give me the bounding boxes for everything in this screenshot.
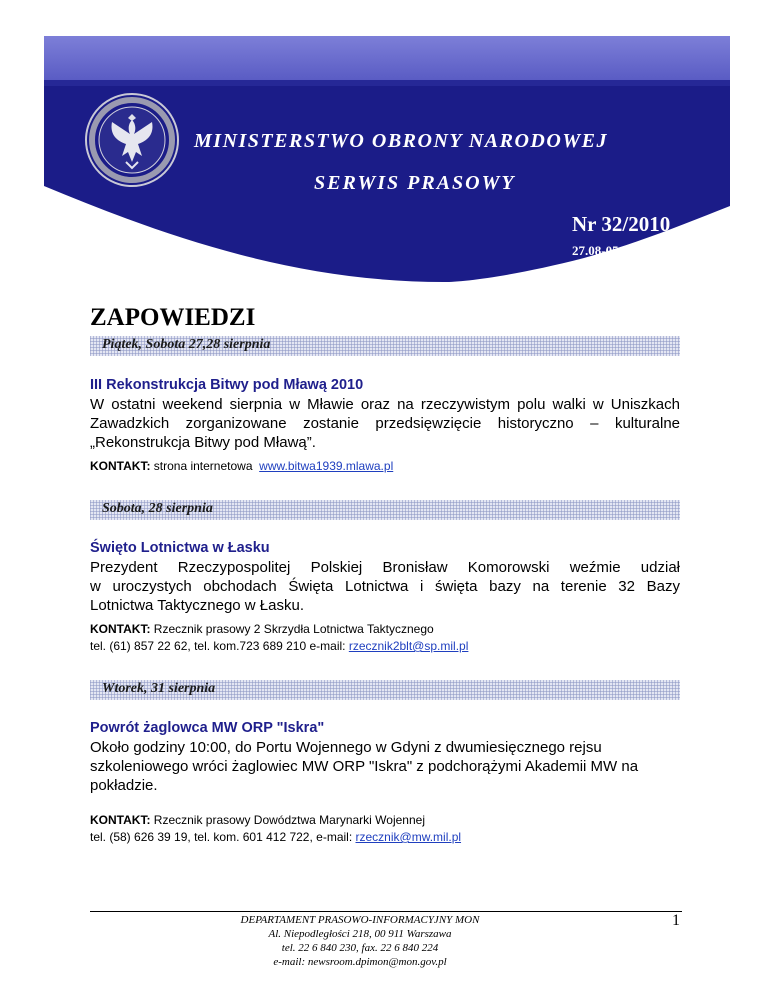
contact-line2: tel. (61) 857 22 62, tel. kom.723 689 210 e-mail: xyxy=(90,639,349,653)
event-title: Święto Lotnictwa w Łasku xyxy=(90,540,270,556)
event-contact xyxy=(90,812,690,846)
footer-divider xyxy=(90,911,682,912)
day-header-bar xyxy=(90,680,680,700)
contact-label: KONTAKT: xyxy=(90,459,151,473)
day-label: Wtorek, 31 sierpnia xyxy=(102,681,216,696)
issue-period: 27.08-05.09.2010 xyxy=(572,243,665,258)
event-line: szkoleniowego wróci żaglowiec MW ORP "Iskra" z podchorążymi Akademii MW na xyxy=(90,758,639,775)
ministry-name: MINISTERSTWO OBRONY NARODOWEJ xyxy=(194,130,608,152)
contact-link[interactable]: www.bitwa1939.mlawa.pl xyxy=(259,459,394,473)
contact-text: strona internetowa xyxy=(150,459,260,473)
contact-label: KONTAKT: xyxy=(90,622,151,636)
event-description xyxy=(90,558,680,615)
event-line: Prezydent Rzeczypospolitej Polskiej Bronisław Komorowski weźmie udział xyxy=(90,559,680,576)
event-description xyxy=(90,395,680,452)
day-header-bar xyxy=(90,336,680,356)
issue-number: Nr 32/2010 xyxy=(572,212,671,236)
eagle-emblem-icon xyxy=(82,90,182,190)
section-title: ZAPOWIEDZI xyxy=(90,304,256,331)
event-line: Lotnictwa Taktycznego w Łasku. xyxy=(90,597,305,614)
contact-link[interactable]: rzecznik2blt@sp.mil.pl xyxy=(348,639,469,653)
footer-department: DEPARTAMENT PRASOWO-INFORMACYJNY MON xyxy=(240,914,480,926)
footer-address: Al. Niepodległości 218, 00 911 Warszawa xyxy=(268,928,452,940)
event-line: „Rekonstrukcja Bitwy pod Mławą”. xyxy=(90,434,316,451)
event-line: w uroczystych obchodach Święta Lotnictwa i święta bazy na terenie 32 Bazy xyxy=(90,578,680,595)
contact-text: Rzecznik prasowy 2 Skrzydła Lotnictwa Taktycznego xyxy=(150,622,434,636)
contact-label: KONTAKT: xyxy=(90,813,151,827)
event-description xyxy=(90,738,680,795)
contact-line2: tel. (58) 626 39 19, tel. kom. 601 412 722, e-mail: xyxy=(90,830,356,844)
event-line: W ostatni weekend sierpnia w Mławie oraz na rzeczywistym polu walki w Uniszkach xyxy=(90,396,680,413)
header-banner xyxy=(44,36,730,282)
event-line: Około godziny 10:00, do Portu Wojennego w Gdyni z dwumiesięcznego rejsu xyxy=(90,739,602,756)
event-line: Zawadzkich zorganizowane zostanie przedsięwzięcie historyczno – kulturalne xyxy=(90,415,680,432)
footer-phone: tel. 22 6 840 230, fax. 22 6 840 224 xyxy=(281,942,439,954)
day-label: Sobota, 28 sierpnia xyxy=(102,501,213,516)
event-contact xyxy=(90,458,690,475)
event-title: III Rekonstrukcja Bitwy pod Mławą 2010 xyxy=(90,377,364,393)
event-contact xyxy=(90,621,690,655)
event-title: Powrót żaglowca MW ORP "Iskra" xyxy=(90,720,325,736)
service-name: SERWIS PRASOWY xyxy=(314,172,516,194)
day-label: Piątek, Sobota 27,28 sierpnia xyxy=(102,337,271,352)
event-line: pokładzie. xyxy=(90,777,158,794)
contact-text: Rzecznik prasowy Dowództwa Marynarki Wojennej xyxy=(150,813,425,827)
footer-email: e-mail: newsroom.dpimon@mon.gov.pl xyxy=(273,956,447,968)
page-number: 1 xyxy=(672,912,680,929)
contact-link[interactable]: rzecznik@mw.mil.pl xyxy=(355,830,462,844)
day-header-bar xyxy=(90,500,680,520)
